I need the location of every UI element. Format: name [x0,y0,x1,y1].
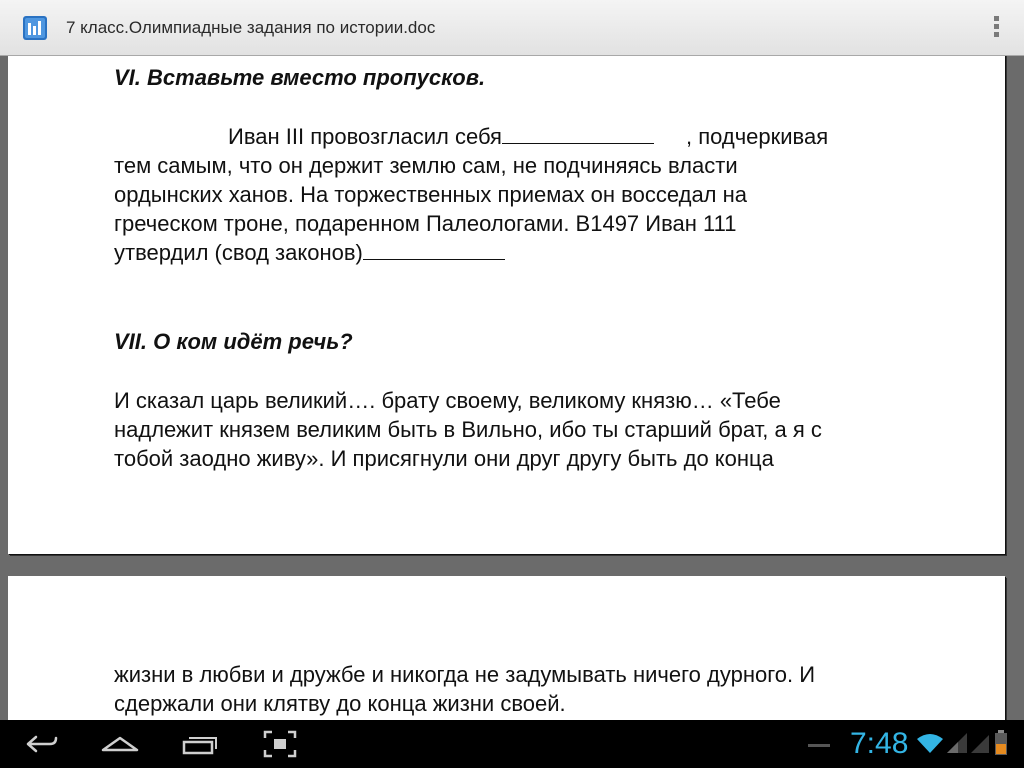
paragraph-line: И сказал царь великий…. брату своему, великому князю… «Тебе [114,388,781,413]
text-segment: Иван III провозгласил себя [228,124,502,149]
paragraph-line: ордынских ханов. На торжественных приемах он восседал на [114,182,748,207]
document-viewport[interactable] [0,56,1024,720]
home-icon[interactable] [100,730,140,756]
paragraph-line: жизни в любви и дружбе и никогда не задумывать ничего дурного. И [114,662,816,687]
signal-icon [970,732,990,754]
screenshot-icon[interactable] [262,729,298,759]
paragraph-line: надлежит князем великим быть в Вильно, ибо ты старший брат, а я с [114,417,822,442]
document-page-1 [8,56,1005,554]
overflow-menu-icon[interactable] [992,16,1000,40]
paragraph-line [114,238,505,267]
clock: 7:48 [850,727,909,760]
paragraph-line [228,122,828,151]
app-bar [0,0,1024,56]
blank-field [502,125,654,144]
document-title: 7 класс.Олимпиадные задания по истории.doc [66,18,436,37]
recent-apps-icon[interactable] [180,730,220,756]
paragraph-line: греческом троне, подаренном Палеологами. В1497 Иван 111 [114,211,737,236]
section-heading-vi: VI. Вставьте вместо пропусков. [114,65,486,90]
app-document-icon[interactable] [22,14,50,42]
blank-field [363,241,505,260]
wifi-icon [916,732,944,754]
text-segment: , подчеркивая [685,124,829,149]
battery-icon [994,730,1008,756]
notification-dash-icon [808,744,830,748]
document-page-2 [8,576,1005,720]
signal-icon [946,732,968,754]
section-heading-vii: VII. О ком идёт речь? [114,329,353,354]
back-icon[interactable] [22,730,60,756]
paragraph-line: тобой заодно живу». И присягнули они друг другу быть до конца [114,446,774,471]
text-segment: утвердил (свод законов) [114,240,363,265]
paragraph-line: тем самым, что он держит землю сам, не подчиняясь власти [114,153,738,178]
paragraph-line: сдержали они клятву до конца жизни своей. [114,691,566,716]
system-bar [0,720,1024,768]
